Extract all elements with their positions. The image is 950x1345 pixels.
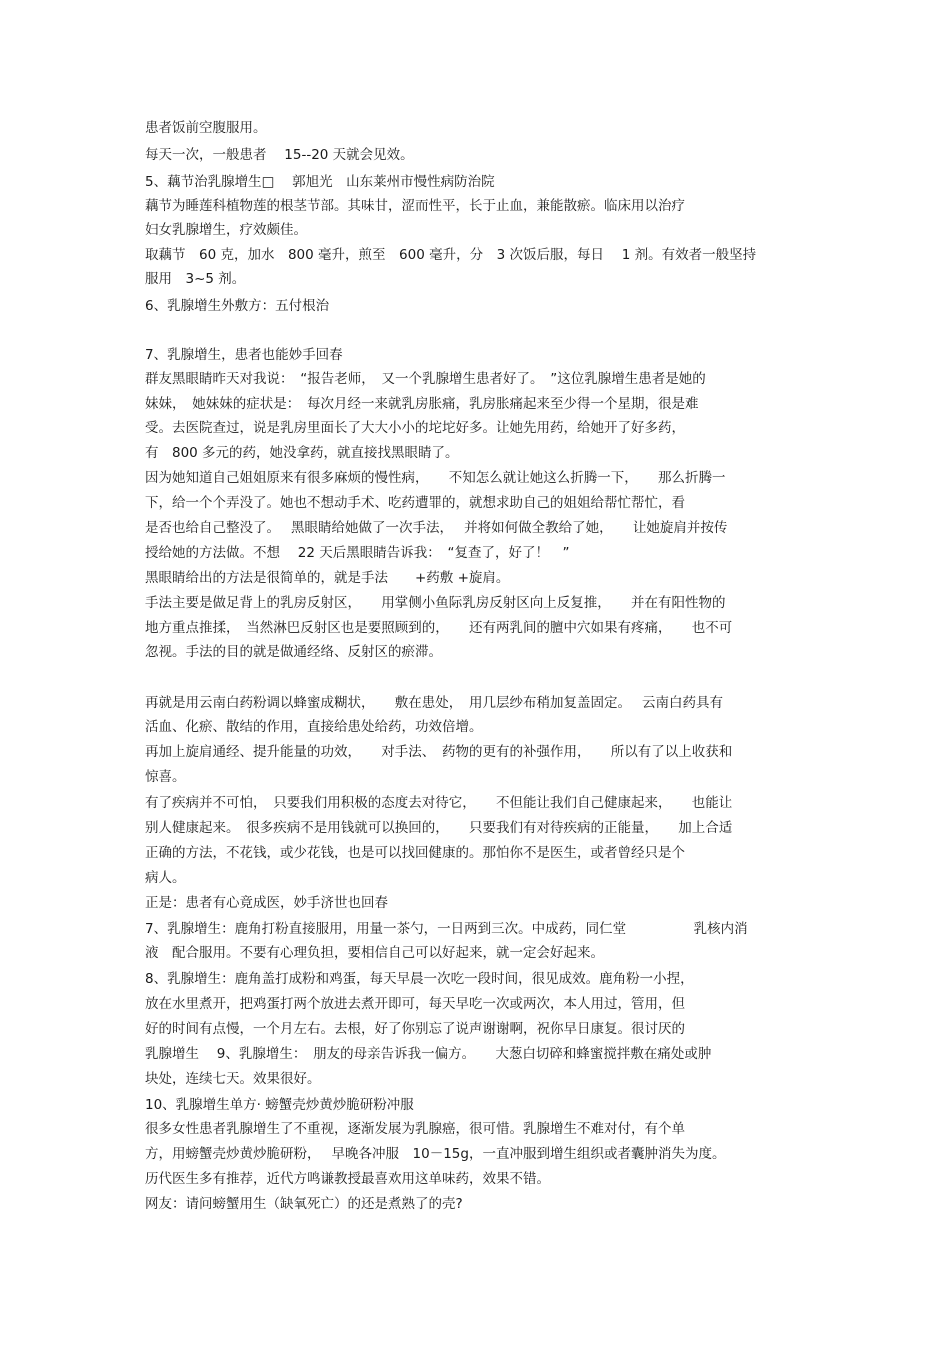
- text-line: 受。去医院查过，说是乳房里面长了大大小小的坨坨好多。让她先用药，给她开了好多药，: [145, 420, 685, 436]
- text-line: 再加上旋肩通经、提升能量的功效， 对手法、 药物的更有的补强作用， 所以有了以上收获和: [145, 744, 733, 760]
- section-heading: 6、乳腺增生外敷方：五付根治: [145, 298, 330, 314]
- text-line: 正是：患者有心竟成医，妙手济世也回春: [145, 895, 388, 911]
- section-heading: 7、乳腺增生：鹿角打粉直接服用，用量一茶勺，一日两到三次。中成药，同仁堂 乳核内消: [145, 921, 748, 937]
- text-line: 网友：请问螃蟹用生（缺氧死亡）的还是煮熟了的壳?: [145, 1196, 463, 1212]
- text-line: 乳腺增生 9、乳腺增生： 朋友的母亲告诉我一偏方。 大葱白切碎和蜂蜜搅拌敷在痛处或肿: [145, 1046, 712, 1062]
- text-line: 液 配合服用。不要有心理负担，要相信自己可以好起来，就一定会好起来。: [145, 945, 604, 961]
- section-heading: 10、乳腺增生单方· 螃蟹壳炒黄炒脆研粉冲服: [145, 1097, 414, 1113]
- text-line: 地方重点推揉， 当然淋巴反射区也是要照顾到的， 还有两乳间的膻中穴如果有疼痛， 也不可: [145, 620, 733, 636]
- text-line: 授给她的方法做。不想 22 天后黑眼睛告诉我： “复查了，好了！ ”: [145, 545, 570, 561]
- text-line: 服用 3~5 剂。: [145, 271, 246, 287]
- text-line: 好的时间有点慢，一个月左右。去根，好了你别忘了说声谢谢啊，祝你早日康复。很讨厌的: [145, 1021, 685, 1037]
- text-line: 放在水里煮开，把鸡蛋打两个放进去煮开即可，每天早吃一次或两次，本人用过，管用，但: [145, 996, 685, 1012]
- text-line: 每天一次，一般患者 15--20 天就会见效。: [145, 147, 414, 163]
- text-line: 活血、化瘀、散结的作用，直接给患处给药，功效倍增。: [145, 719, 483, 735]
- text-line: 很多女性患者乳腺增生了不重视，逐渐发展为乳腺癌，很可惜。乳腺增生不难对付，有个单: [145, 1121, 685, 1137]
- text-line: 手法主要是做足背上的乳房反射区， 用掌侧小鱼际乳房反射区向上反复推， 并在有阳性物的: [145, 595, 726, 611]
- text-line: 妹妹， 她妹妹的症状是： 每次月经一来就乳房胀痛，乳房胀痛起来至少得一个星期，很是难: [145, 396, 699, 412]
- text-line: 取藕节 60 克，加水 800 毫升，煎至 600 毫升，分 3 次饭后服，每日 1 剂。有效者一般坚持: [145, 247, 757, 263]
- text-line: 方，用螃蟹壳炒黄炒脆研粉， 早晚各冲服 10－15g，一直冲服到增生组织或者囊肿消失为度。: [145, 1146, 726, 1162]
- text-line: 再就是用云南白药粉调以蜂蜜成糊状， 敷在患处， 用几层纱布稍加复盖固定。 云南白药具有: [145, 695, 724, 711]
- text-line: 病人。: [145, 870, 186, 886]
- text-line: 有了疾病并不可怕， 只要我们用积极的态度去对待它， 不但能让我们自己健康起来， 也能让: [145, 795, 733, 811]
- text-line: 正确的方法，不花钱，或少花钱，也是可以找回健康的。那怕你不是医生，或者曾经只是个: [145, 845, 685, 861]
- section-heading: 5、藕节治乳腺增生□ 郭旭光 山东莱州市慢性病防治院: [145, 174, 495, 190]
- text-line: 患者饭前空腹服用。: [145, 120, 267, 136]
- text-line: 黑眼睛给出的方法是很简单的，就是手法 +药敷 +旋肩。: [145, 570, 510, 586]
- text-line: 块处，连续七天。效果很好。: [145, 1071, 321, 1087]
- text-line: 妇女乳腺增生，疗效颇佳。: [145, 222, 307, 238]
- section-heading: 7、乳腺增生，患者也能妙手回春: [145, 347, 343, 363]
- text-line: 藕节为睡莲科植物莲的根茎节部。其味甘，涩而性平，长于止血，兼能散瘀。临床用以治疗: [145, 198, 685, 214]
- text-line: 群友黑眼睛昨天对我说： “报告老师， 又一个乳腺增生患者好了。 ”这位乳腺增生患者是她的: [145, 371, 706, 387]
- text-line: 别人健康起来。 很多疾病不是用钱就可以换回的， 只要我们有对待疾病的正能量， 加上合适: [145, 820, 733, 836]
- section-heading: 8、乳腺增生：鹿角盖打成粉和鸡蛋，每天早晨一次吃一段时间，很见成效。鹿角粉一小捏，: [145, 971, 694, 987]
- text-line: 忽视。手法的目的就是做通经络、反射区的瘀滞。: [145, 644, 442, 660]
- text-line: 惊喜。: [145, 769, 186, 785]
- text-line: 有 800 多元的药，她没拿药，就直接找黑眼睛了。: [145, 445, 459, 461]
- text-line: 历代医生多有推荐，近代方鸣谦教授最喜欢用这单味药，效果不错。: [145, 1171, 550, 1187]
- text-line: 因为她知道自己姐姐原来有很多麻烦的慢性病， 不知怎么就让她这么折腾一下， 那么折腾一: [145, 470, 726, 486]
- text-line: 下，给一个个弄没了。她也不想动手术、吃药遭罪的，就想求助自己的姐姐给帮忙帮忙，看: [145, 495, 685, 511]
- text-line: 是否也给自己整没了。 黑眼睛给她做了一次手法， 并将如何做全教给了她， 让她旋肩并按传: [145, 520, 728, 536]
